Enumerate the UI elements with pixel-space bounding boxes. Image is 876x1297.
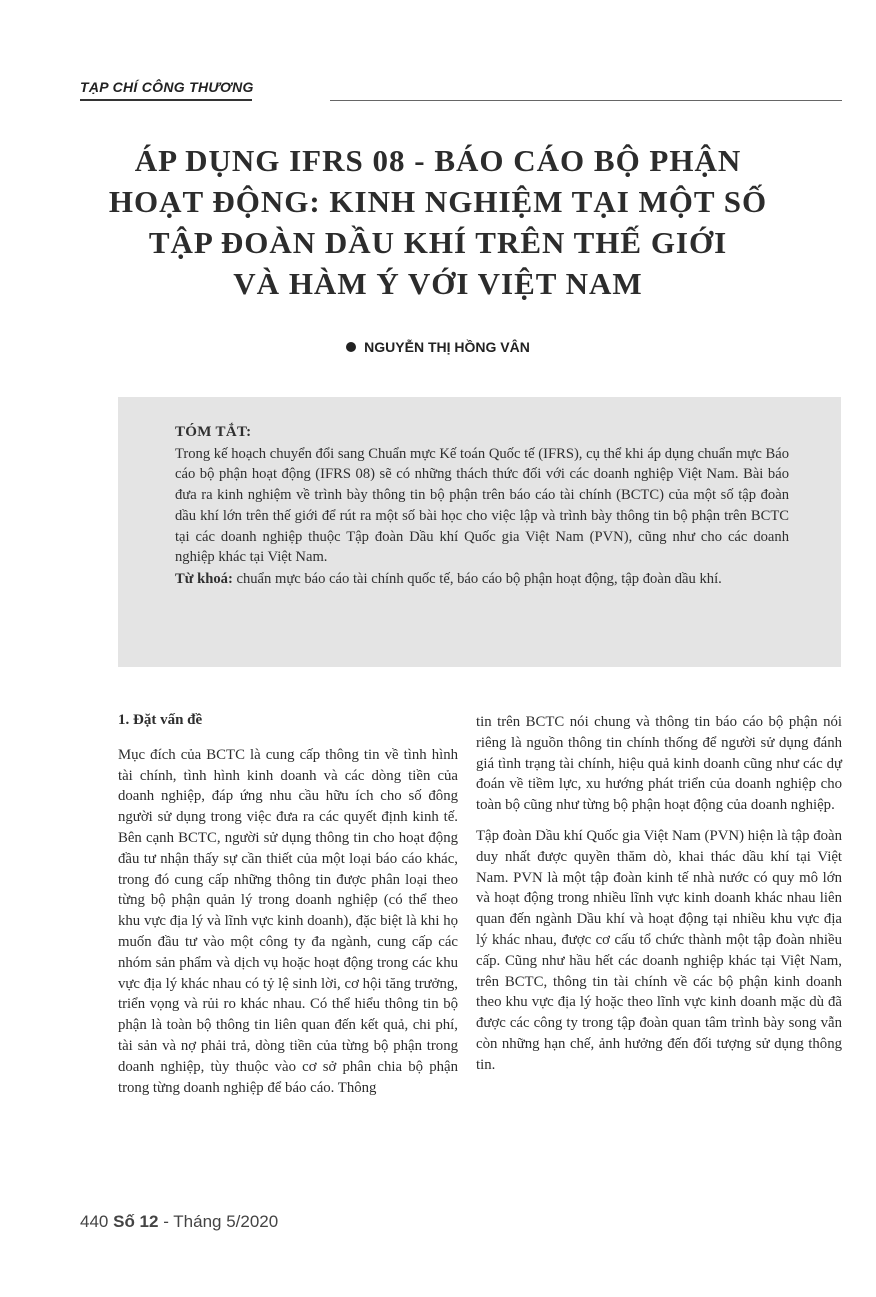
- right-column: [476, 712, 842, 1076]
- abstract-text: Trong kế hoạch chuyển đổi sang Chuẩn mực Kế toán Quốc tế (IFRS), cụ thể khi áp dụng chuẩn mực Báo cáo bộ phận hoạt động (IFRS 08) sẽ có những thách thức đối với các doanh nghiệp Việt Nam. Bài báo đưa ra kinh nghiệm về trình bày thông tin bộ phận trên báo cáo tài chính (BCTC) của một số tập đoàn dầu khí lớn trên thế giới để rút ra một số bài học cho việc lập và trình bày thông tin bộ phận trên BCTC tại các doanh nghiệp thuộc Tập đoàn Dầu khí Quốc gia Việt Nam (PVN), cũng như cho các doanh nghiệp khác tại Việt Nam.: [175, 445, 789, 566]
- issue-number: Số 12: [113, 1212, 159, 1231]
- page-footer: [80, 1212, 278, 1232]
- header-rule-right: [330, 100, 842, 101]
- keywords-text: chuẩn mực báo cáo tài chính quốc tế, báo cáo bộ phận hoạt động, tập đoàn dầu khí.: [232, 570, 722, 587]
- body-paragraph: tin trên BCTC nói chung và thông tin báo cáo bộ phận nói riêng là nguồn thông tin chính thống để người sử dụng đánh giá tình trạng tài chính, hiệu quả kinh doanh cũng như các dự đoán về tiềm lực, xu hướng phát triển của doanh nghiệp cho toàn bộ cũng như từng bộ phận hoạt động của doanh nghiệp.: [476, 714, 842, 814]
- title-line-2: HOẠT ĐỘNG: KINH NGHIỆM TẠI MỘT SỐ: [108, 184, 768, 219]
- body-paragraph: Mục đích của BCTC là cung cấp thông tin về tình hình tài chính, tình hình kinh doanh và các dòng tiền của doanh nghiệp, đáp ứng nhu cầu hữu ích cho số đông người sử dụng trong việc đưa ra các quyết định kinh tế. Bên cạnh BCTC, người sử dụng thông tin cho hoạt động đầu tư nhận thấy sự cần thiết của một loại báo cáo khác, trong đó cung cấp những thông tin được phân loại theo từng bộ phận quản lý trong doanh nghiệp (có thể theo khu vực địa lý và lĩnh vực kinh doanh), đặc biệt là khi họ muốn đầu tư vào một công ty đa ngành, cung cấp các nhóm sản phẩm và dịch vụ hoặc hoạt động trong các khu vực địa lý khác nhau có tỷ lệ sinh lời, cơ hội tăng trưởng, triển vọng và rủi ro khác nhau. Có thể hiểu thông tin bộ phận là toàn bộ thông tin liên quan đến kết quả, chi phí, tài sản và nợ phải trả, dòng tiền của từng bộ phận trong doanh nghiệp, tùy thuộc vào cơ sở phân chia bộ phận trong từng doanh nghiệp để báo cáo. Thông: [118, 746, 458, 1096]
- keywords-label: Từ khoá:: [175, 570, 233, 587]
- section-heading: 1. Đặt vấn đề: [118, 712, 203, 728]
- abstract-box: [118, 397, 841, 667]
- body-paragraph: Tập đoàn Dầu khí Quốc gia Việt Nam (PVN) hiện là tập đoàn duy nhất được quyền thăm dò, khai thác dầu khí tại Việt Nam. PVN là một tập đoàn kinh tế nhà nước có quy mô lớn và hoạt động trong nhiều lĩnh vực kinh doanh khác nhau liên quan đến ngành Dầu khí và hoạt động tại nhiều khu vực địa lý khác nhau, được cơ cấu tổ chức thành một tập đoàn nhiều cấp. Cũng như hầu hết các doanh nghiệp khác tại Việt Nam, trên BCTC, thông tin tài chính về các bộ phận kinh doanh theo khu vực địa lý hoặc theo lĩnh vực kinh doanh mặc dù đã được các công ty trong tập đoàn quan tâm trình bày song vẫn còn những hạn chế, ảnh hưởng đến đối tượng sử dụng thông tin.: [476, 827, 842, 1073]
- issue-date: - Tháng 5/2020: [158, 1212, 279, 1231]
- left-column: [118, 708, 458, 1098]
- title-line-1: ÁP DỤNG IFRS 08 - BÁO CÁO BỘ PHẬN: [134, 143, 742, 178]
- header-rule: [80, 99, 252, 101]
- title-line-3: TẬP ĐOÀN DẦU KHÍ TRÊN THẾ GIỚI: [148, 225, 728, 260]
- article-title: [100, 140, 776, 304]
- author-line: [0, 339, 876, 355]
- author-name: NGUYỄN THỊ HỒNG VÂN: [364, 339, 530, 355]
- abstract-content: [175, 422, 789, 590]
- bullet-icon: [346, 342, 356, 352]
- journal-name: TẠP CHÍ CÔNG THƯƠNG: [80, 79, 254, 95]
- keywords: [175, 569, 789, 590]
- page-number: 440: [80, 1212, 109, 1231]
- title-line-4: VÀ HÀM Ý VỚI VIỆT NAM: [233, 266, 643, 301]
- abstract-heading: TÓM TẮT:: [175, 424, 252, 440]
